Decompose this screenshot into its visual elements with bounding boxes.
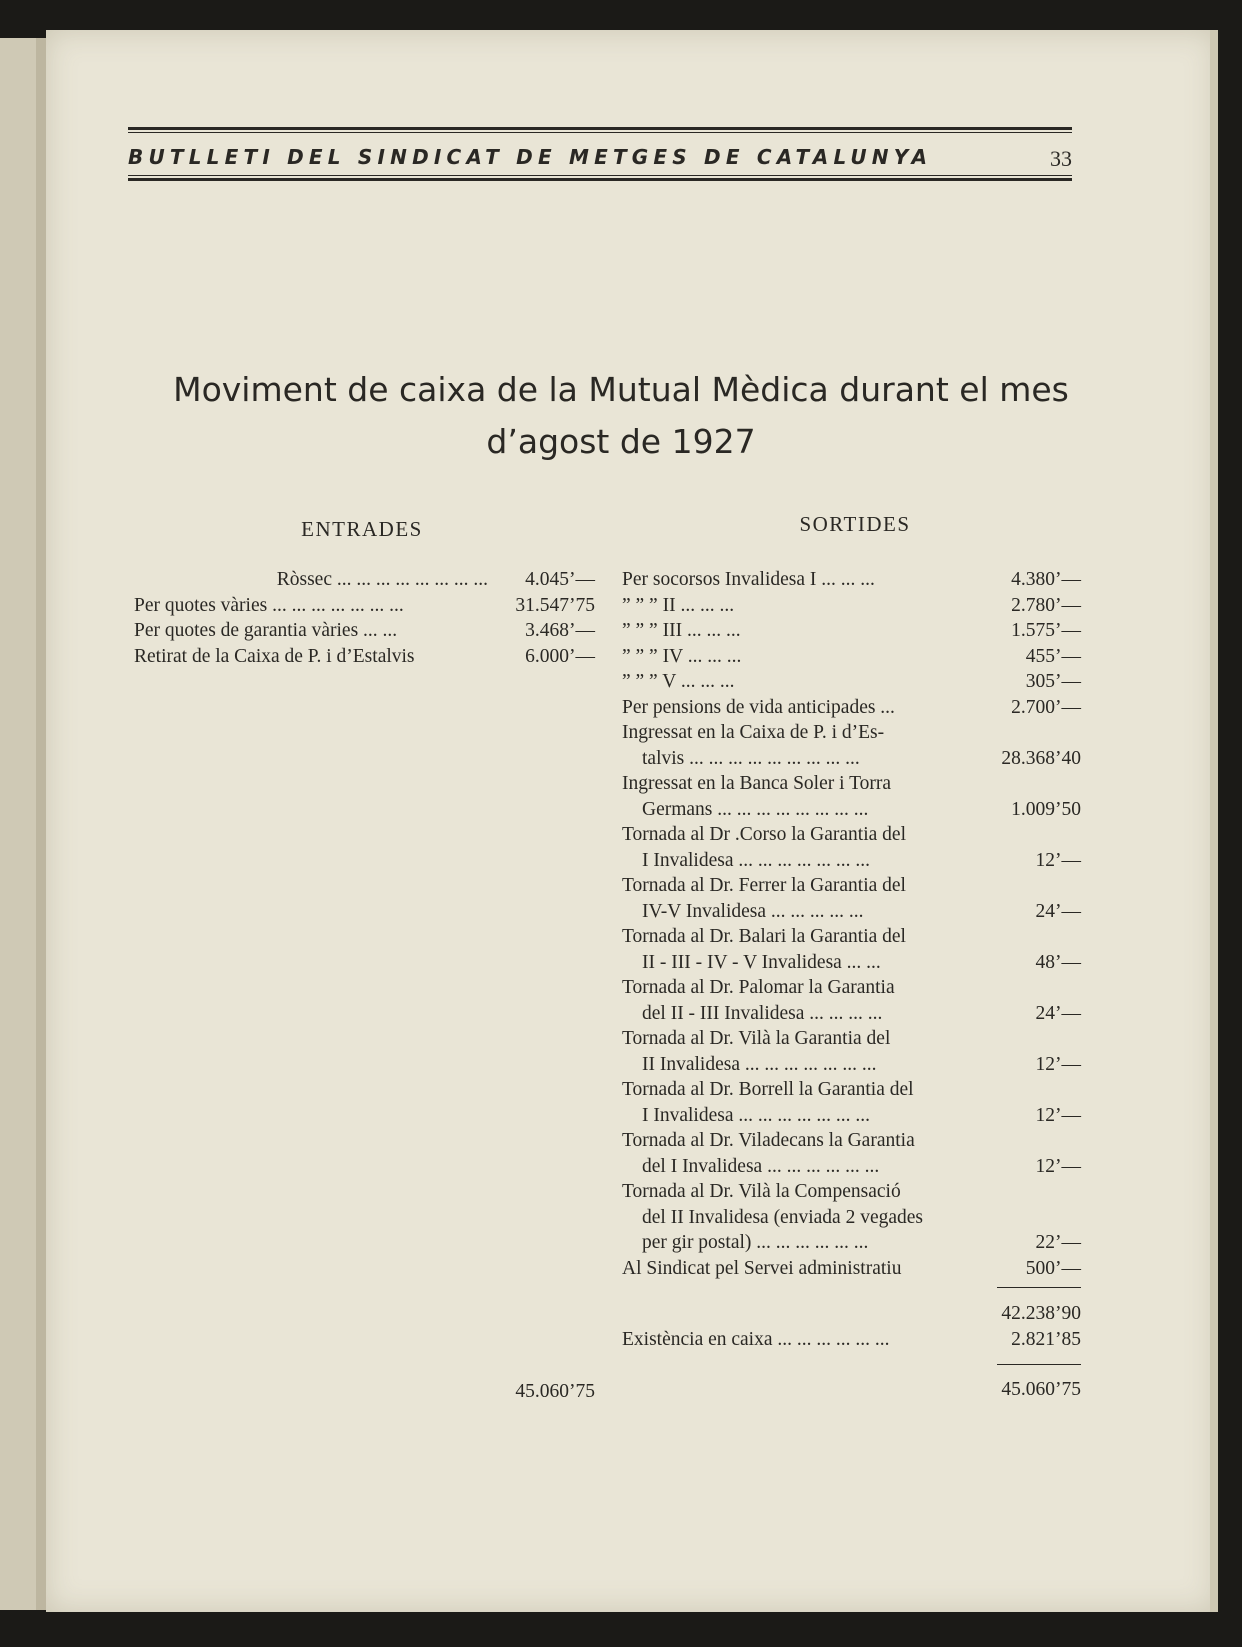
sortides-row-label: Tornada al Dr. Palomar la Garantia [622, 977, 895, 998]
sortides-row-label: Tornada al Dr. Vilà la Compensació [622, 1181, 901, 1202]
sortides-row-label: II - III - IV - V Invalidesa ... ... [642, 951, 881, 973]
entrades-row-amount: 31.547’75 [515, 594, 595, 616]
sortides-total-rule [997, 1364, 1081, 1365]
sortides-row-amount: 1.009’50 [1011, 798, 1081, 820]
sortides-row-amount: 12’— [1035, 1155, 1081, 1177]
sortides-subtotal: 42.238’90 [1001, 1303, 1081, 1324]
header-rule-top-thin [128, 132, 1072, 133]
running-header [128, 127, 1072, 189]
sortides-row-label: Ingressat en la Banca Soler i Torra [622, 773, 892, 794]
page-number: 33 [1050, 146, 1072, 171]
right-page-edge [1210, 30, 1218, 1612]
sortides-row-label: Per pensions de vida anticipades ... [622, 696, 895, 718]
sortides-row-amount: 22’— [1035, 1232, 1081, 1253]
sortides-row-amount: 500’— [1025, 1257, 1081, 1279]
sortides-row-label: Tornada al Dr .Corso la Garantia del [622, 824, 906, 845]
entrades-row-label: Ròssec ... ... ... ... ... ... ... ... [276, 569, 488, 590]
entrades-heading: ENTRADES [301, 517, 423, 541]
sortides-row-amount: 12’— [1035, 1053, 1081, 1075]
sortides-row-label: del II - III Invalidesa ... ... ... ... [642, 1002, 883, 1024]
sortides-row-amount: 455’— [1025, 645, 1081, 667]
sortides-row-amount: 2.700’— [1011, 696, 1081, 718]
existencia-label: Existència en caixa ... ... ... ... ... ... [622, 1329, 890, 1350]
article-title-line-2: d’agost de 1927 [486, 422, 756, 461]
sortides-row-label: Tornada al Dr. Borrell la Garantia del [622, 1079, 914, 1100]
sortides-row-label: Tornada al Dr. Vilà la Garantia del [622, 1028, 891, 1049]
header-rule-bottom [128, 178, 1072, 181]
sortides-row-label: Per socorsos Invalidesa I ... ... ... [622, 569, 875, 590]
sortides-row-label: IV-V Invalidesa ... ... ... ... ... [642, 900, 864, 922]
sortides-row-label: del II Invalidesa (enviada 2 vegades [642, 1206, 923, 1228]
sortides-row-label: I Invalidesa ... ... ... ... ... ... ... [642, 849, 871, 871]
sortides-row-amount: 24’— [1035, 1002, 1081, 1024]
header-rule-bottom-thin [128, 175, 1072, 176]
entrades-row-label: Retirat de la Caixa de P. i d’Estalvis [134, 645, 415, 667]
sortides-row-label: ” ” ” III ... ... ... [622, 620, 741, 641]
sortides-row-label: Al Sindicat pel Servei administratiu [622, 1257, 902, 1279]
sortides-row-amount: 4.380’— [1011, 569, 1081, 590]
sortides-row-amount: 1.575’— [1011, 620, 1081, 641]
sortides-row-label: per gir postal) ... ... ... ... ... ... [642, 1232, 869, 1253]
sortides-row-label: ” ” ” II ... ... ... [622, 594, 735, 616]
subtotal-rule [997, 1287, 1081, 1288]
entrades-total: 45.060’75 [515, 1381, 595, 1402]
header-rule-top [128, 127, 1072, 130]
entrades-row-amount: 6.000’— [525, 645, 595, 667]
article-title-line-1: Moviment de caixa de la Mutual Mèdica durant el mes [173, 370, 1069, 409]
sortides-row-label: Tornada al Dr. Balari la Garantia del [622, 926, 906, 947]
entrades-row-label: Per quotes de garantia vàries ... ... [134, 620, 398, 641]
sortides-row-label: Ingressat en la Caixa de P. i d’Es- [622, 722, 885, 743]
sortides-row-label: II Invalidesa ... ... ... ... ... ... ... [642, 1053, 877, 1075]
sortides-row-amount: 2.780’— [1011, 594, 1081, 616]
sortides-row-amount: 305’— [1025, 671, 1081, 692]
sortides-row-amount: 24’— [1035, 900, 1081, 922]
sortides-row-label: Tornada al Dr. Ferrer la Garantia del [622, 875, 906, 896]
sortides-row-label: I Invalidesa ... ... ... ... ... ... ... [642, 1104, 871, 1126]
sortides-total: 45.060’75 [1001, 1379, 1081, 1400]
entrades-row-label: Per quotes vàries ... ... ... ... ... ... ... [134, 594, 404, 616]
sortides-row-label: ” ” ” IV ... ... ... [622, 645, 742, 667]
sortides-row-label: Germans ... ... ... ... ... ... ... ... [642, 798, 869, 820]
existencia-amount: 2.821’85 [1011, 1329, 1081, 1350]
entrades-row-amount: 3.468’— [525, 620, 595, 641]
entrades-row-amount: 4.045’— [525, 569, 595, 590]
sortides-heading: SORTIDES [799, 512, 911, 536]
sortides-row-label: talvis ... ... ... ... ... ... ... ... ... [642, 747, 860, 769]
sortides-row-amount: 12’— [1035, 849, 1081, 871]
sortides-row-amount: 48’— [1035, 951, 1081, 973]
sortides-row-amount: 12’— [1035, 1104, 1081, 1126]
sortides-row-amount: 28.368’40 [1001, 747, 1081, 769]
sortides-row-label: Tornada al Dr. Viladecans la Garantia [622, 1130, 915, 1151]
journal-title: BUTLLETI DEL SINDICAT DE METGES DE CATALUNYA [128, 145, 933, 169]
sortides-row-label: ” ” ” V ... ... ... [622, 671, 735, 692]
sortides-row-label: del I Invalidesa ... ... ... ... ... ... [642, 1155, 880, 1177]
